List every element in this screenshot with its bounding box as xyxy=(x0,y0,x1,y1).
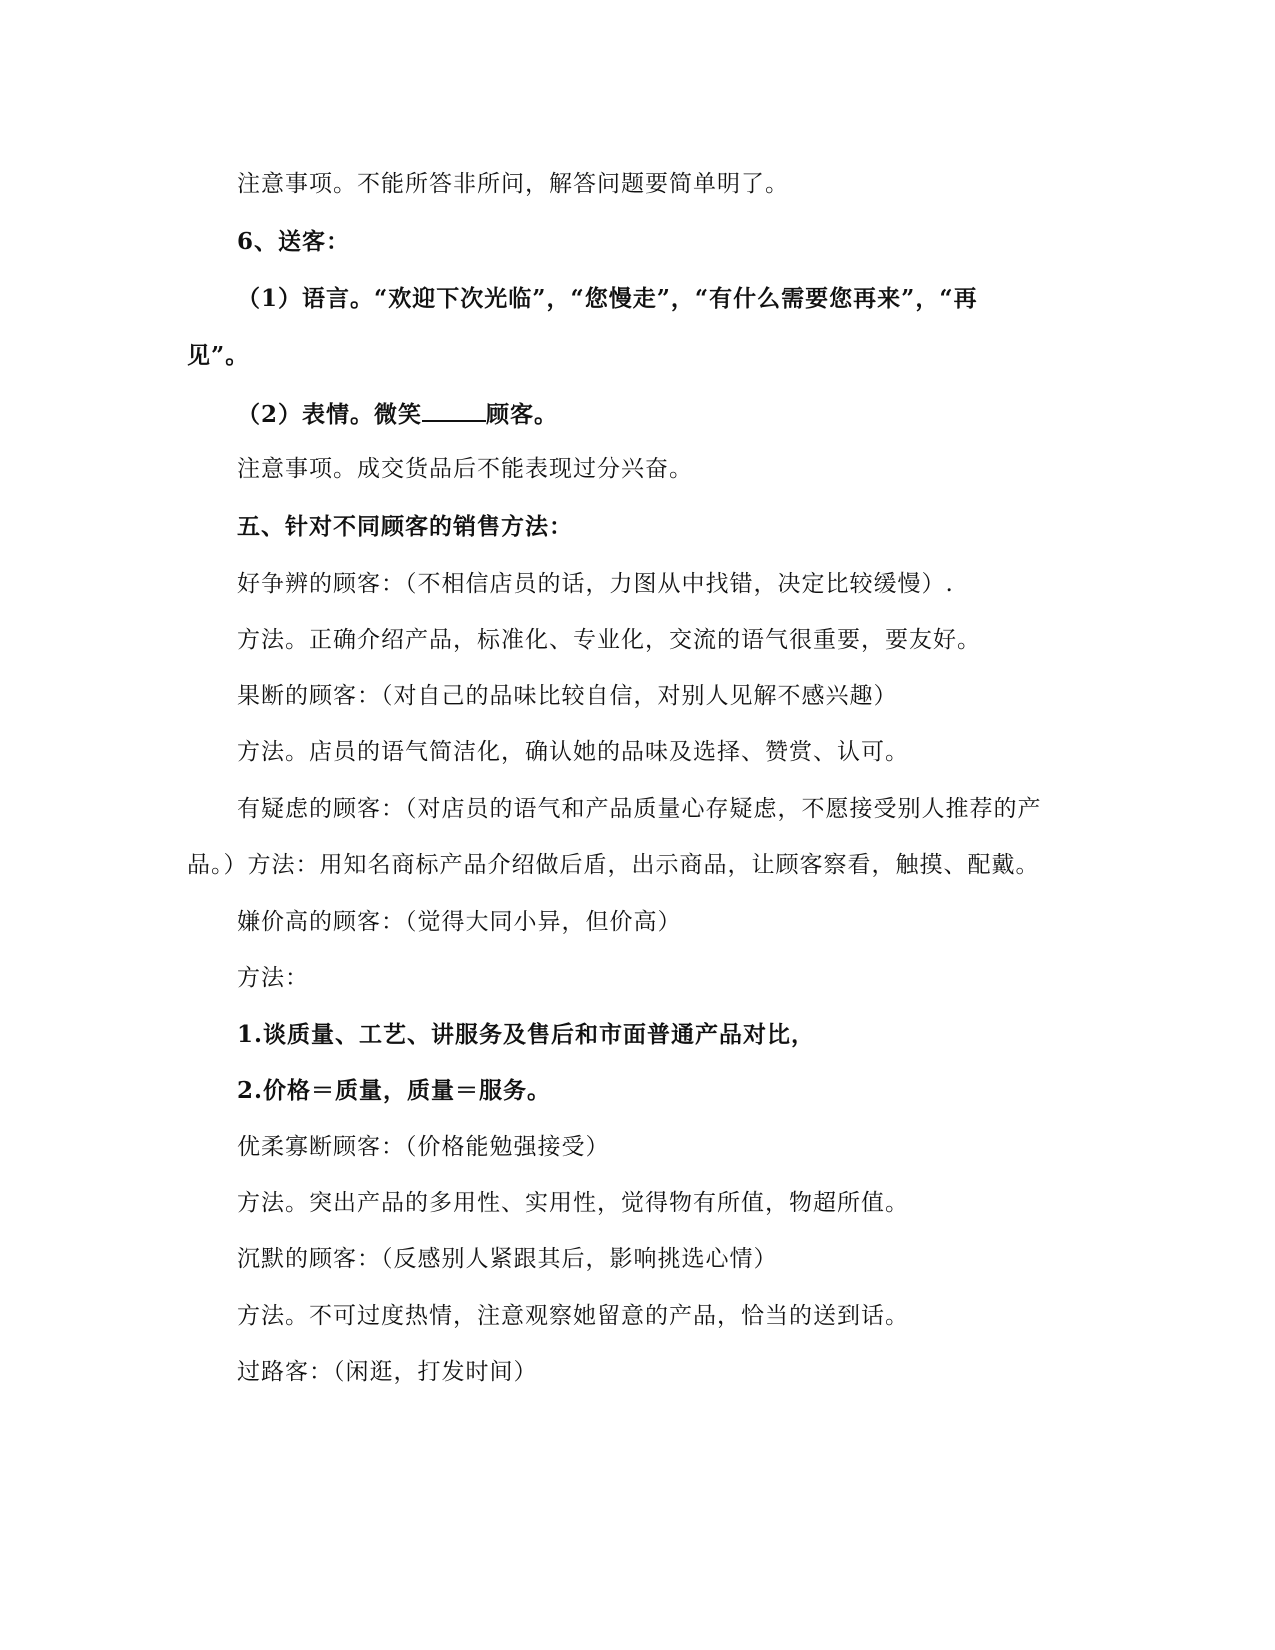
paragraph-method-label: 方法： xyxy=(237,965,309,991)
paragraph-language: （1）语言。“欢迎下次光临”，“您慢走”，“有什么需要您再来”，“再 xyxy=(237,285,978,312)
paragraph-method-1: 方法。正确介绍产品，标准化、专业化，交流的语气很重要，要友好。 xyxy=(237,627,981,653)
paragraph-expression xyxy=(237,398,558,430)
paragraph-note-excite: 注意事项。成交货品后不能表现过分兴奋。 xyxy=(237,456,693,482)
heading-section-five: 五、针对不同顾客的销售方法： xyxy=(237,513,573,540)
expression-text-end: 顾客。 xyxy=(486,401,559,428)
paragraph-method-2: 方法。店员的语气简洁化，确认她的品味及选择、赞赏、认可。 xyxy=(237,739,909,765)
paragraph-silent: 沉默的顾客：（反感别人紧跟其后，影响挑选心情） xyxy=(237,1246,778,1272)
list-item-1: 1.谈质量、工艺、讲服务及售后和市面普通产品对比， xyxy=(237,1021,816,1048)
paragraph-decisive: 果断的顾客：（对自己的品味比较自信，对别人见解不感兴趣） xyxy=(237,683,898,709)
paragraph-argumentative: 好争辨的顾客：（不相信店员的话，力图从中找错，决定比较缓慢）. xyxy=(237,571,954,597)
fill-blank xyxy=(422,398,486,422)
expression-text: （2）表情。微笑 xyxy=(237,401,423,428)
paragraph-doubtful: 有疑虑的顾客：（对店员的语气和产品质量心存疑虑，不愿接受别人推荐的产 xyxy=(237,796,1042,822)
paragraph-doubtful-cont: 品。）方法：用知名商标产品介绍做后盾，出示商品，让顾客察看，触摸、配戴。 xyxy=(187,852,1040,878)
paragraph-indecisive: 优柔寡断顾客：（价格能勉强接受） xyxy=(237,1134,610,1160)
heading-see-off: 6、送客： xyxy=(237,228,351,255)
paragraph-method-4: 方法。不可过度热情，注意观察她留意的产品，恰当的送到话。 xyxy=(237,1303,909,1329)
paragraph-method-3: 方法。突出产品的多用性、实用性，觉得物有所值，物超所值。 xyxy=(237,1190,909,1216)
paragraph-price-sensitive: 嫌价高的顾客：（觉得大同小异，但价高） xyxy=(237,909,682,935)
paragraph-language-cont: 见”。 xyxy=(187,342,250,369)
paragraph-note-answer: 注意事项。不能所答非所问，解答问题要简单明了。 xyxy=(237,171,789,197)
list-item-2: 2.价格＝质量，质量＝服务。 xyxy=(237,1077,552,1104)
paragraph-passerby: 过路客：（闲逛，打发时间） xyxy=(237,1359,538,1385)
